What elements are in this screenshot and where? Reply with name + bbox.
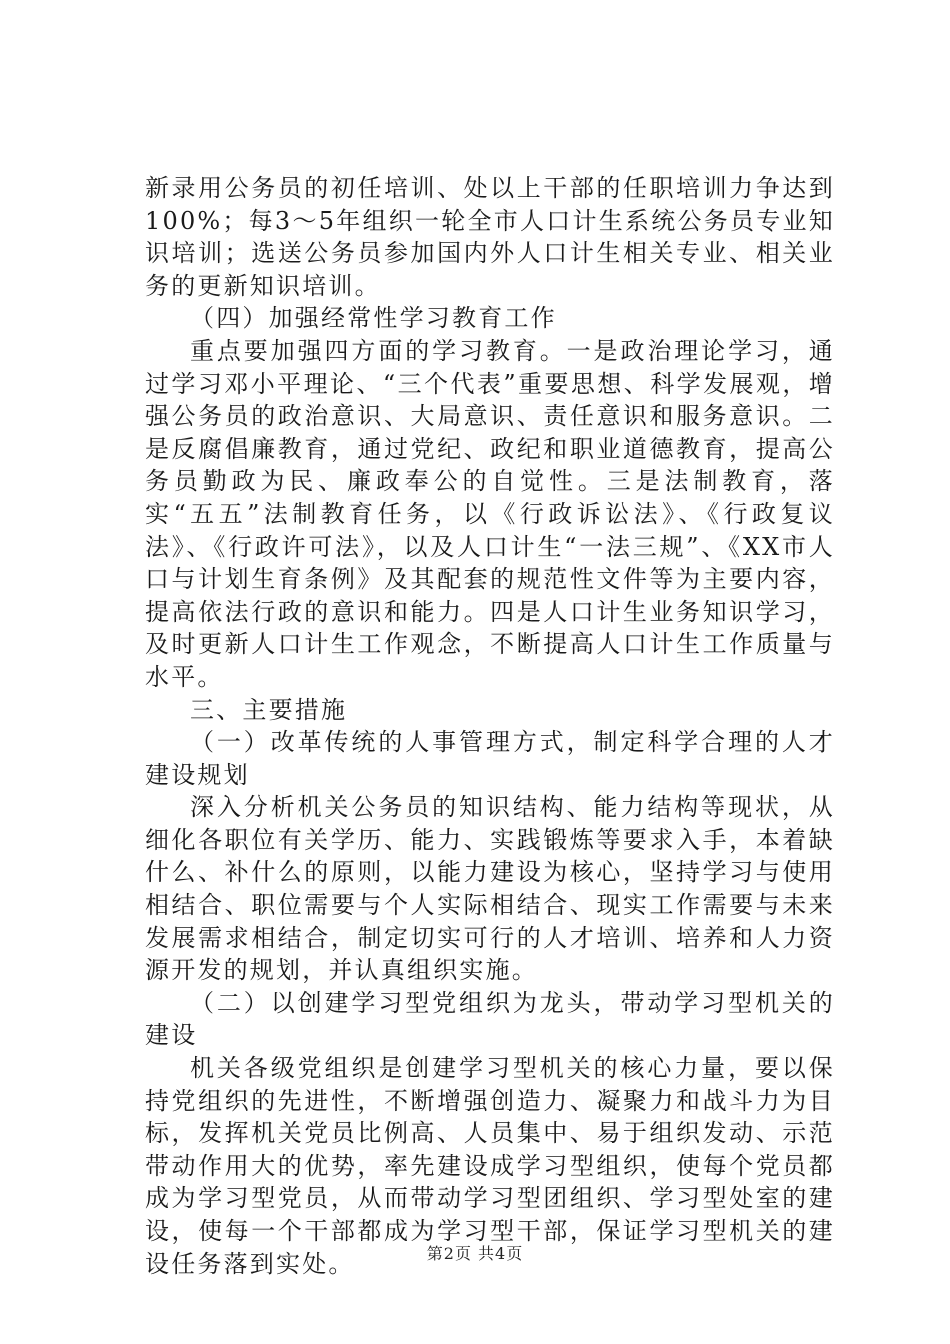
paragraph-party-org-core: 机关各级党组织是创建学习型机关的核心力量，要以保持党组织的先进性，不断增强创造力、凝聚力和战斗力为目标，发挥机关党员比例高、人员集中、易于组织发动、示范带动作用大的优势，率先建设成学习型组织，使每个党员都成为学习型党员，从而带动学习型团组织、学习型处室的建设，使每一个干部都成为学习型干部，保证学习型机关的建设任务落到实处。 bbox=[145, 1054, 835, 1278]
section-heading-regular-study: （四）加强经常性学习教育工作 bbox=[190, 304, 557, 333]
subheading-personnel-reform: （一）改革传统的人事管理方式，制定科学合理的人才建设规划 bbox=[145, 728, 835, 789]
paragraph-four-aspects-study: 重点要加强四方面的学习教育。一是政治理论学习，通过学习邓小平理论、“三个代表”重要思想、科学发展观，增强公务员的政治意识、大局意识、责任意识和服务意识。二是反腐倡廉教育，通过党纪、政纪和职业道德教育，提高公务员勤政为民、廉政奉公的自觉性。三是法制教育，落实“五五”法制教育任务，以《行政诉讼法》、《行政复议法》、《行政许可法》，以及人口计生“一法三规”、《XX市人口与计划生育条例》及其配套的规范性文件等为主要内容，提高依法行政的意识和能力。四是人口计生业务知识学习，及时更新人口计生工作观念，不断提高人口计生工作质量与水平。 bbox=[145, 336, 835, 691]
document-body bbox=[145, 172, 835, 1280]
page-number-footer: 第2页 共4页 bbox=[426, 1244, 524, 1263]
paragraph-training-targets: 新录用公务员的初任培训、处以上干部的任职培训力争达到100%；每3～5年组织一轮全市人口计生系统公务员专业知识培训；选送公务员参加国内外人口计生相关专业、相关业务的更新知识培训。 bbox=[145, 174, 835, 300]
subheading-learning-party-org: （二）以创建学习型党组织为龙头，带动学习型机关的建设 bbox=[145, 988, 835, 1050]
paragraph-talent-planning: 深入分析机关公务员的知识结构、能力结构等现状，从细化各职位有关学历、能力、实践锻炼等要求入手，本着缺什么、补什么的原则，以能力建设为核心，坚持学习与使用相结合、职位需要与个人实际相结合、现实工作需要与未来发展需求相结合，制定切实可行的人才培训、培养和人力资源开发的规划，并认真组织实施。 bbox=[145, 793, 835, 985]
section-heading-main-measures: 三、主要措施 bbox=[190, 695, 348, 724]
